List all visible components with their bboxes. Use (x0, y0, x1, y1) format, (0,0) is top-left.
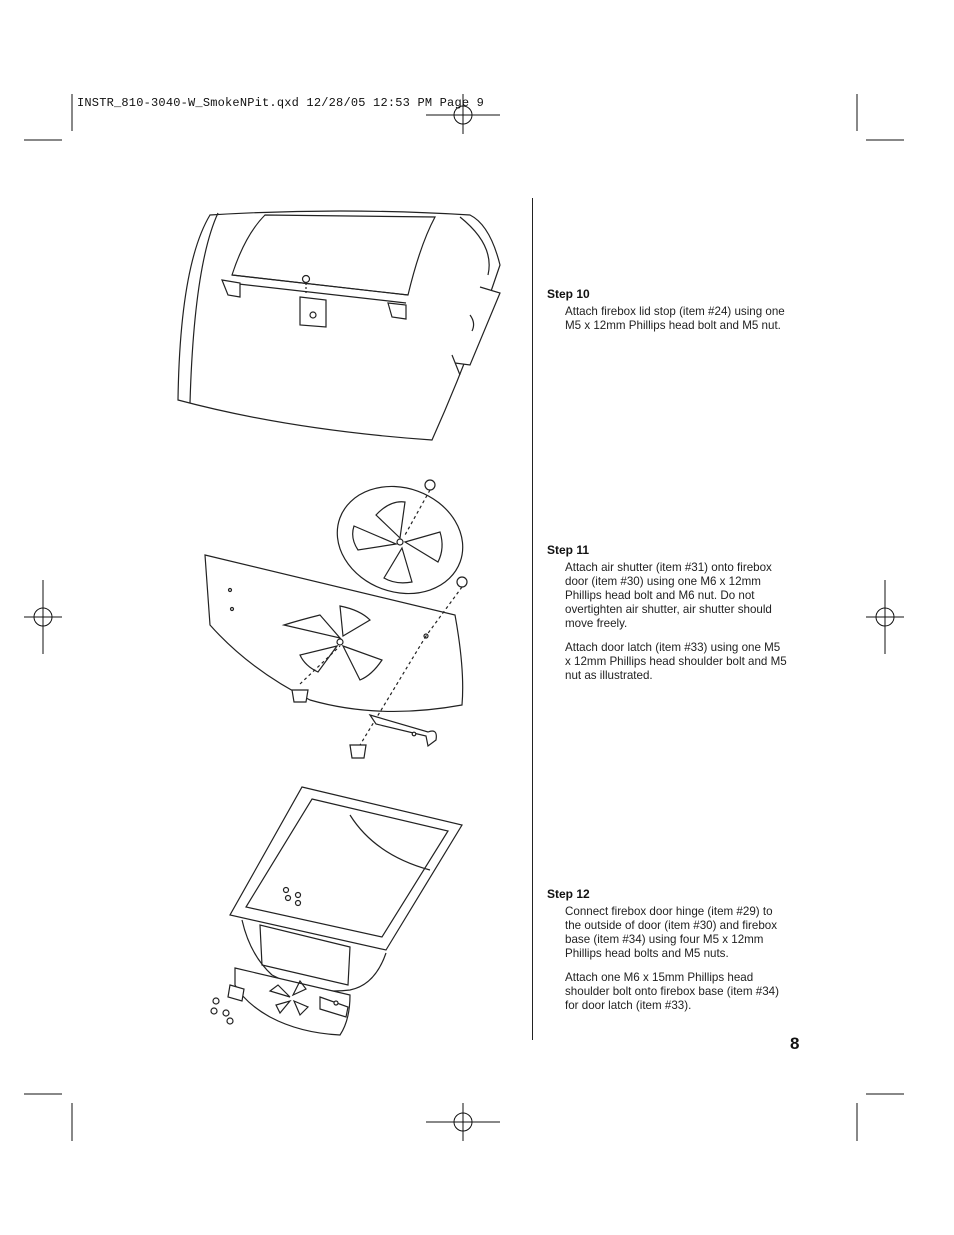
step-10-title: Step 10 (547, 287, 590, 301)
step-12-paragraph-2: Attach one M6 x 15mm Phillips head shoulder bolt onto firebox base (item #34) for door latch (item #33). (565, 971, 779, 1012)
firebox-lid-illustration (170, 205, 510, 445)
step-10 (547, 287, 787, 343)
step-11-paragraph-1: Attach air shutter (item #31) onto firebox door (item #30) using one M6 x 12mm Phillips head bolt and M6 nut. Do not overtighten air shutter, air shutter should move freely. (565, 561, 772, 630)
step-12-paragraph-1: Connect firebox door hinge (item #29) to the outside of door (item #30) and firebox base (item #34) using four M5 x 12mm Phillips head bolts and M5 nuts. (565, 905, 778, 960)
registration-target-right (866, 580, 904, 654)
step-11 (547, 543, 787, 693)
step-11-title: Step 11 (547, 543, 590, 557)
firebox-door-illustration (200, 470, 480, 770)
registration-target-bottom (426, 1103, 500, 1141)
step-12 (547, 887, 787, 1023)
registration-target-left (24, 580, 62, 654)
step-11-paragraph-2: Attach door latch (item #33) using one M5 x 12mm Phillips head shoulder bolt and M5 nut as illustrated. (565, 641, 787, 682)
registration-target-top (426, 94, 500, 134)
firebox-base-illustration (200, 785, 470, 1045)
column-divider (532, 198, 533, 1040)
page-number: 8 (790, 1034, 800, 1053)
step-12-title: Step 12 (547, 887, 590, 901)
step-10-paragraph-1: Attach firebox lid stop (item #24) using one M5 x 12mm Phillips head bolt and M5 nut. (565, 305, 785, 332)
print-slug-line: INSTR_810-3040-W_SmokeNPit.qxd 12/28/05 12:53 PM Page 9 (77, 96, 485, 110)
